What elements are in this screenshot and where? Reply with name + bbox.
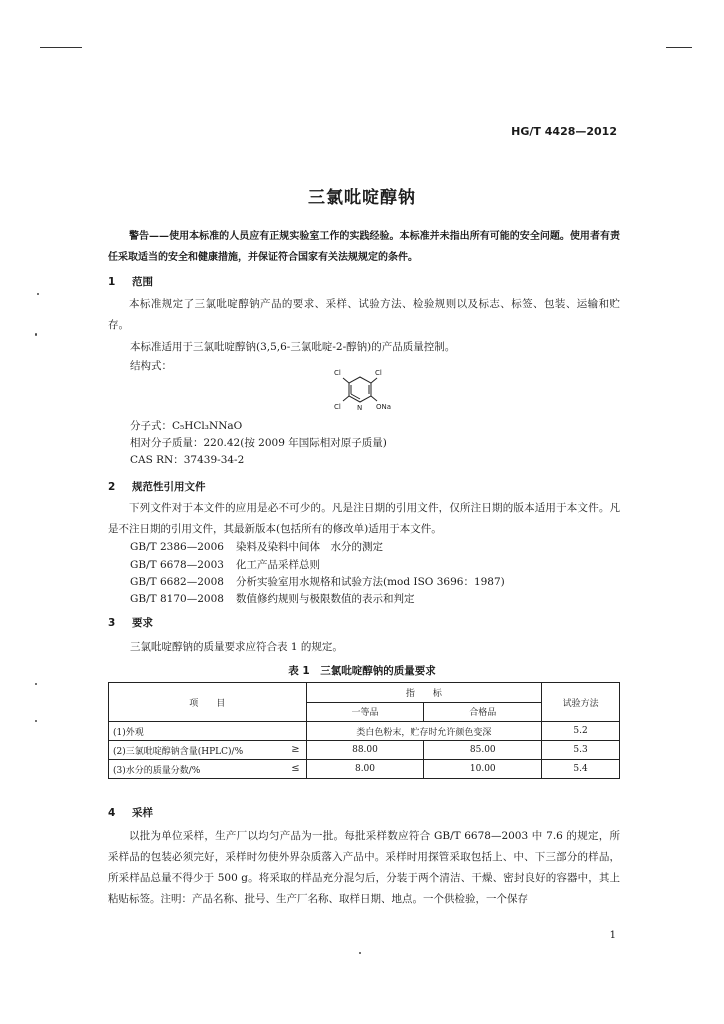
reference-item: [130, 539, 383, 554]
section-title: 要求: [132, 617, 153, 629]
section-number: 2: [108, 481, 116, 493]
reference-code: GB/T 2386—2006: [130, 541, 224, 553]
structure-label: 结构式：: [130, 360, 172, 372]
scan-speck: [35, 683, 37, 685]
cas-number: CAS RN：37439-34-2: [130, 454, 245, 466]
row-item-label: (2)三氯吡啶醇钠含量(HPLC)/%: [113, 746, 244, 757]
atom-cl-bottom-left: Cl: [334, 403, 341, 411]
header-item: 项 目: [109, 683, 307, 722]
row-method: 5.3: [542, 741, 620, 760]
row-method: 5.4: [542, 760, 620, 779]
section-title: 规范性引用文件: [132, 481, 206, 493]
quality-requirements-table: [108, 682, 620, 779]
scan-speck: [35, 333, 37, 336]
reference-code: GB/T 8170—2008: [130, 593, 224, 605]
section-number: 3: [108, 617, 116, 629]
header-method: 试验方法: [542, 683, 620, 722]
section-title: 范围: [132, 276, 153, 288]
table-row: [109, 760, 620, 779]
row-item: [109, 741, 307, 760]
row-item-label: (1)外观: [113, 727, 144, 738]
reference-item: [130, 574, 505, 589]
reference-title: 染料及染料中间体 水分的测定: [236, 541, 383, 553]
row-first-value: 8.00: [306, 760, 424, 779]
reference-item: [130, 591, 415, 606]
header-rule-left: [40, 47, 82, 48]
row-item: [109, 722, 307, 741]
standard-number: HG/T 4428—2012: [511, 125, 617, 138]
structural-formula: [320, 362, 400, 417]
row-method: 5.2: [542, 722, 620, 741]
row-item: [109, 760, 307, 779]
scope-paragraph-2: 本标准适用于三氯吡啶醇钠(3,5,6-三氯吡啶-2-醇钠)的产品质量控制。: [130, 341, 456, 353]
row-qualified-value: 85.00: [424, 741, 542, 760]
section-heading-scope: [108, 274, 153, 289]
references-intro: 下列文件对于本文件的应用是必不可少的。凡是注日期的引用文件，仅所注日期的版本适用于本文件。凡是不注日期的引用文件，其最新版本(包括所有的修改单)适用于本文件。: [108, 502, 620, 535]
sampling-paragraph: 以批为单位采样，生产厂以均匀产品为一批。每批采样数应符合 GB/T 6678—2003 中 7.6 的规定，所采样品的包装必须完好，采样时勿使外界杂质落入产品中。采样时用探管采取包括上、中、下三部分的样品，所采样品总量不得少于 500 g。将采取的样品充分混匀后，分装于两个清洁、干燥、密封良好的容器中，其上粘贴标签。注明：产品名称、批号、生产厂名称、取样日期、地点。一个供检验，一个保存: [108, 830, 620, 905]
section-number: 1: [108, 276, 116, 288]
scan-speck: [35, 720, 37, 722]
section-heading-requirements: [108, 615, 153, 630]
page-number: 1: [609, 930, 616, 941]
scan-speck: [37, 293, 39, 295]
reference-code: GB/T 6678—2003: [130, 559, 224, 571]
atom-ona: ONa: [376, 403, 392, 411]
row-item-label: (3)水分的质量分数/%: [113, 765, 201, 776]
header-index: 指 标: [306, 683, 542, 703]
header-first-grade: 一等品: [306, 702, 424, 722]
section-heading-references: [108, 479, 206, 494]
reference-title: 分析实验室用水规格和试验方法(mod ISO 3696：1987): [236, 576, 505, 588]
warning-paragraph: 警告——使用本标准的人员应有正规实验室工作的实践经验。本标准并未指出所有可能的安全问题。使用者有责任采取适当的安全和健康措施，并保证符合国家有关法规规定的条件。: [108, 231, 620, 263]
document-title: 三氯吡啶醇钠: [308, 188, 416, 208]
table-header-row: [109, 683, 620, 703]
reference-item: [130, 557, 320, 572]
atom-cl-top-left: Cl: [334, 369, 341, 377]
molecular-mass: 相对分子质量：220.42(按 2009 年国际相对原子质量): [130, 437, 387, 449]
row-qualified-value: 10.00: [424, 760, 542, 779]
table-row: [109, 741, 620, 760]
section-heading-sampling: [108, 805, 153, 820]
scan-speck: [359, 952, 361, 954]
table-caption: 表 1 三氯吡啶醇钠的质量要求: [288, 665, 436, 677]
header-rule-right: [666, 47, 692, 48]
scope-paragraph-1: 本标准规定了三氯吡啶醇钠产品的要求、采样、试验方法、检验规则以及标志、标签、包装、运输和贮存。: [108, 298, 620, 331]
row-comparator: ≤: [291, 762, 300, 774]
section-title: 采样: [132, 807, 153, 819]
reference-code: GB/T 6682—2008: [130, 576, 224, 588]
atom-cl-top-right: Cl: [375, 369, 382, 377]
row-first-value: 88.00: [306, 741, 424, 760]
section-number: 4: [108, 807, 116, 819]
molecular-formula: 分子式：C₅HCl₃NNaO: [130, 420, 243, 432]
table-row: [109, 722, 620, 741]
reference-title: 数值修约规则与极限数值的表示和判定: [236, 593, 415, 605]
header-qualified: 合格品: [424, 702, 542, 722]
row-comparator: ≥: [291, 743, 300, 755]
reference-title: 化工产品采样总则: [236, 559, 320, 571]
row-merged-value: 类白色粉末，贮存时允许颜色变深: [306, 722, 542, 741]
requirements-text: 三氯吡啶醇钠的质量要求应符合表 1 的规定。: [130, 641, 343, 653]
atom-n: N: [357, 404, 363, 412]
